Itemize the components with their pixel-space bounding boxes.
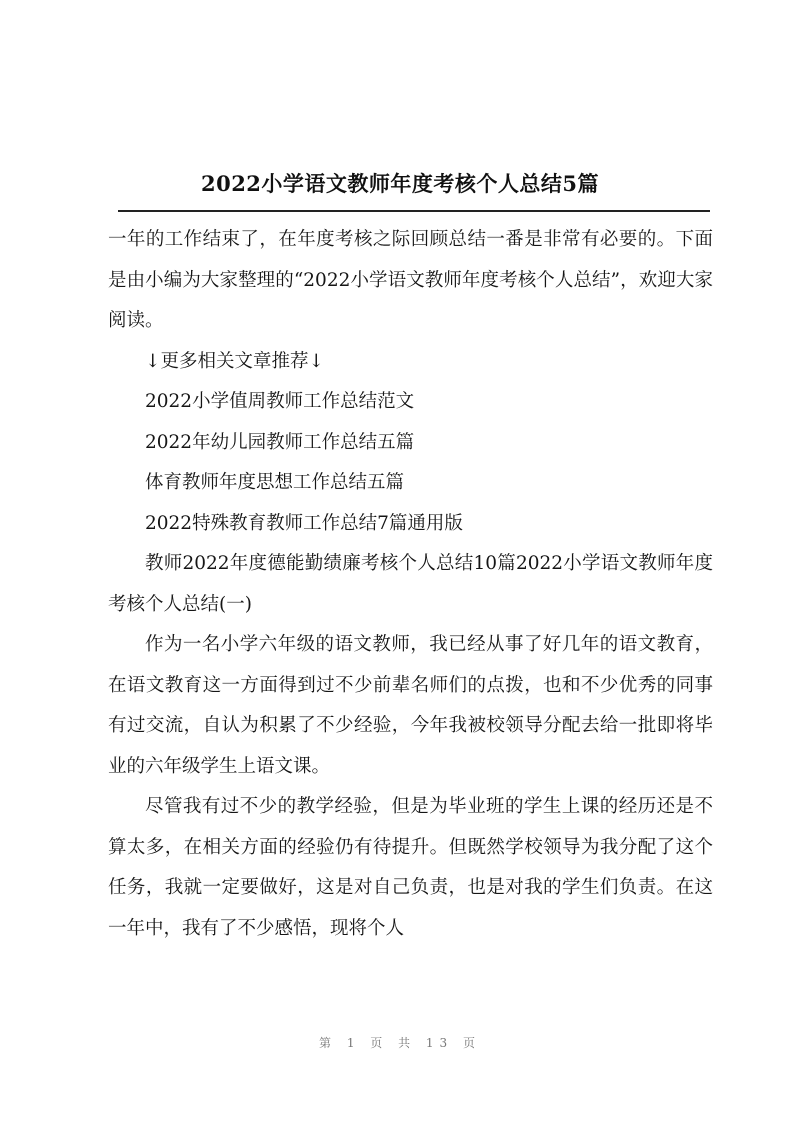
document-body: [108, 220, 713, 949]
body-paragraph: 尽管我有过不少的教学经验，但是为毕业班的学生上课的经历还是不算太多，在相关方面的经验仍有待提升。但既然学校领导为我分配了这个任务，我就一定要做好，这是对自己负责，也是对我的学生们负责。在这一年中，我有了不少感悟，现将个人: [108, 796, 713, 939]
related-article-link-1[interactable]: 2022小学值周教师工作总结范文: [145, 391, 415, 412]
body-paragraph: 作为一名小学六年级的语文教师，我已经从事了好几年的语文教育，在语文教育这一方面得到过不少前辈名师们的点拨，也和不少优秀的同事有过交流，自认为积累了不少经验，今年我被校领导分配去给一批即将毕业的六年级学生上语文课。: [108, 634, 713, 777]
document-title: 2022小学语文教师年度考核个人总结5篇: [200, 171, 600, 196]
title-underline: [118, 210, 710, 212]
related-articles-heading: ↓更多相关文章推荐↓: [145, 350, 325, 372]
intro-paragraph: 一年的工作结束了，在年度考核之际回顾总结一番是非常有必要的。下面是由小编为大家整理的“2022小学语文教师年度考核个人总结”，欢迎大家阅读。: [108, 229, 713, 331]
related-article-link-2[interactable]: 2022年幼儿园教师工作总结五篇: [145, 431, 415, 453]
related-article-link-3[interactable]: 体育教师年度思想工作总结五篇: [145, 472, 405, 493]
related-article-link-4[interactable]: 2022特殊教育教师工作总结7篇通用版: [145, 512, 463, 534]
page-footer: 第 1 页 共 13 页: [319, 1036, 481, 1050]
related-article-link-5-and-section-heading: 教师2022年度德能勤绩廉考核个人总结10篇2022小学语文教师年度考核个人总结(一): [108, 553, 713, 615]
